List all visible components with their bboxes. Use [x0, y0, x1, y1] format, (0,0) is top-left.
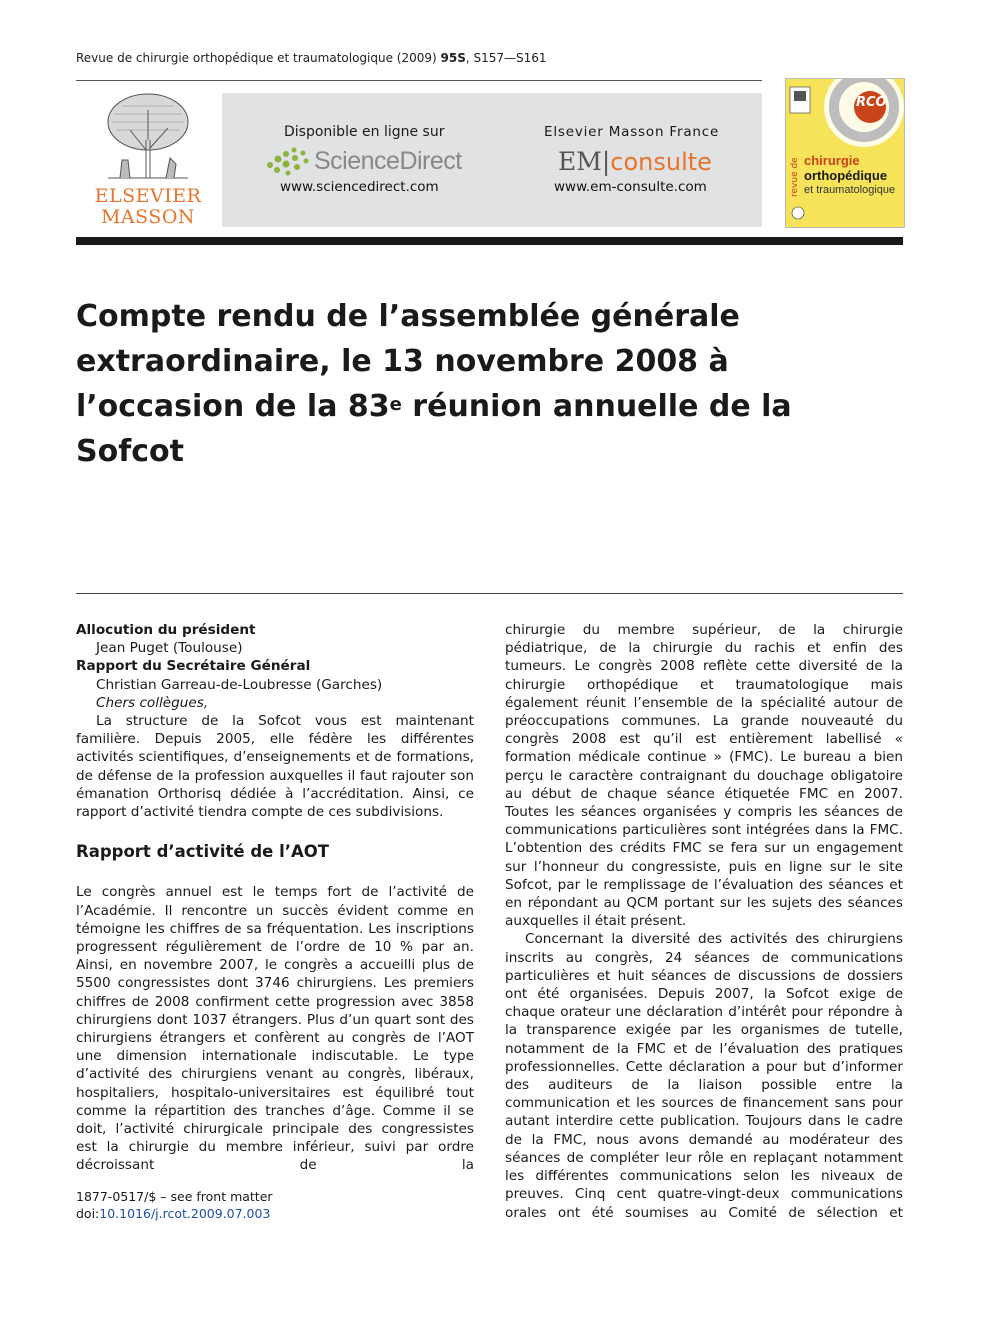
aot-paragraph: Le congrès annuel est le temps fort de l’activité de l’Académie. Il rencontre un succès évident comme en témoigne les chiffres de sa fréquentation. Les inscriptions progressent régulièrement de l’ordre de 10 % par an. Ainsi, en novembre 2007, le congrès a accueilli plus de 5500 congressistes dont 3746 chirurgiens. Les premiers chiffres de 2008 confirment cette progression avec 3858 chirurgiens dont 1037 étrangers. Plus d’un quart sont des chirurgiens étrangers et confèrent au congrès de l’AOT une dimension internationale indiscutable. Le type d’activité des chirurgiens venant au congrès, libéraux, hospitaliers, hospitalo-universitaires est équilibré tout comme la répartition des tranches d’âge. Comme il se doit, l’activité chirurgicale principale des congressistes est la chirurgie du membre inférieur, suivi par ordre décroissant de la [76, 884, 474, 1174]
cover-rco: RCO [856, 95, 887, 110]
issn-line: 1877-0517/$ – see front matter [76, 1189, 273, 1204]
article-title [76, 294, 906, 474]
right-paragraph-1: chirurgie du membre supérieur, de la chirurgie pédiatrique, de la chirurgie du rachis et enfin des tumeurs. Le congrès 2008 reflète cette diversité de la chirurgie orthopédique et traumatologique mais également réunit l’ensemble de la spécialité autour de préoccupations communes. La grande nouveauté du congrès 2008 est qu’il est entièrement labellisé « formation médicale continue » (FMC). Le bureau a bien perçu le caractère contraignant du douchage obligatoire au début de chaque séance étiquetée FMC en 2007. Toutes les séances organisées y compris les séances de communications particulières sont intégrées dans la FMC. L’obtention des crédits FMC se fera sur un engagement sur l’honneur du congressiste, puis en ligne sur le site Sofcot, par le remplissage de l’évaluation des séances et en répondant au QCM portant sur les sujets des séances auxquelles il était présent. [505, 622, 903, 930]
journal-cover [785, 78, 905, 228]
sciencedirect-url[interactable]: www.sciencedirect.com [280, 179, 439, 195]
left-column [76, 621, 474, 1175]
elsevier-word-1: ELSEVIER [94, 185, 202, 207]
cover-title-line3: et traumatologique [804, 184, 896, 196]
doi-line [76, 1205, 273, 1222]
em-publisher-title: Elsevier Masson France [544, 124, 720, 140]
footer [76, 1188, 273, 1222]
sciencedirect-available-label: Disponible en ligne sur [284, 124, 445, 140]
title-part1: Compte rendu de l’assemblée générale extraordinaire, le 13 novembre 2008 à l’occasion de la 83 [76, 299, 740, 424]
sciencedirect-leaf-icon [264, 145, 314, 179]
cover-revue-label: revue de [790, 157, 800, 197]
intro-paragraph: La structure de la Sofcot vous est maintenant familière. Depuis 2005, elle fédère les différentes activités scientifiques, d’enseignements et de formations, de défense de la profession auxquelles il faut rajouter son émanation Orthorisq dédiée à l’accréditation. Ainsi, ce rapport d’activité tiendra compte de ces subdivisions. [76, 713, 474, 821]
citation-pages: , S157—S161 [465, 51, 547, 65]
em-logo-em: EM [558, 147, 602, 176]
doi-label: doi: [76, 1206, 100, 1221]
header-divider [76, 80, 762, 81]
journal-citation [76, 51, 547, 65]
right-paragraph-2: Concernant la diversité des activités des chirurgiens inscrits au congrès, 24 séances de communications particulières et huit séances de discussions de dossiers ont été organisées. Depuis 2007, la Sofcot exige de chaque orateur une déclaration d’intérêt pour répondre à la transparence exigée par les organismes de tutelle, notamment de la FMC et de l’évaluation des pratiques professionnelles. Cette déclaration a pour but d’informer des auditeurs de la liaison possible entre la communication et les sources de financement sans pour autant interdire cette publication. Toujours dans le cadre de la FMC, nous avons demandé au modérateur des séances de compléter leur rôle en replaçant notamment les différentes communications selon les niveaux de preuves. Cinq cent quatre-vingt-deux communications orales ont été soumises au Comité de sélection et [505, 931, 903, 1221]
citation-volume: 95S [440, 51, 466, 65]
header-thick-rule [76, 237, 903, 245]
cover-title [804, 153, 895, 198]
cover-title-line2: orthopédique [804, 168, 888, 183]
em-consulte-logo[interactable] [558, 147, 712, 176]
publisher-banner [222, 93, 762, 227]
rapport-heading: Rapport du Secrétaire Général [76, 658, 311, 675]
allocution-heading: Allocution du président [76, 622, 256, 638]
title-part2: réunion annuelle de la Sofcot [76, 389, 792, 469]
em-logo-consulte: consulte [610, 148, 712, 176]
elsevier-tree-icon [100, 90, 196, 182]
allocution-author: Jean Puget (Toulouse) [96, 640, 243, 657]
doi-link[interactable]: 10.1016/j.rcot.2009.07.003 [99, 1206, 271, 1221]
rapport-author: Christian Garreau-de-Loubresse (Garches) [96, 676, 383, 693]
em-consulte-url[interactable]: www.em-consulte.com [554, 179, 707, 195]
elsevier-masson-logo [92, 90, 204, 230]
title-divider [76, 593, 903, 594]
sciencedirect-wordmark: ScienceDirect [314, 147, 462, 175]
right-column [505, 621, 903, 1222]
elsevier-word-2: MASSON [100, 206, 196, 228]
salutation: Chers collègues, [96, 694, 209, 711]
elsevier-wordmark [92, 186, 204, 228]
citation-journal: Revue de chirurgie orthopédique et traumatologique (2009) [76, 51, 441, 65]
section-heading-aot: Rapport d’activité de l’AOT [76, 842, 330, 862]
title-superscript: e [389, 394, 402, 415]
em-logo-bar: | [601, 147, 611, 176]
sciencedirect-logo[interactable] [264, 145, 460, 179]
cover-title-line1: chirurgie [804, 153, 860, 168]
